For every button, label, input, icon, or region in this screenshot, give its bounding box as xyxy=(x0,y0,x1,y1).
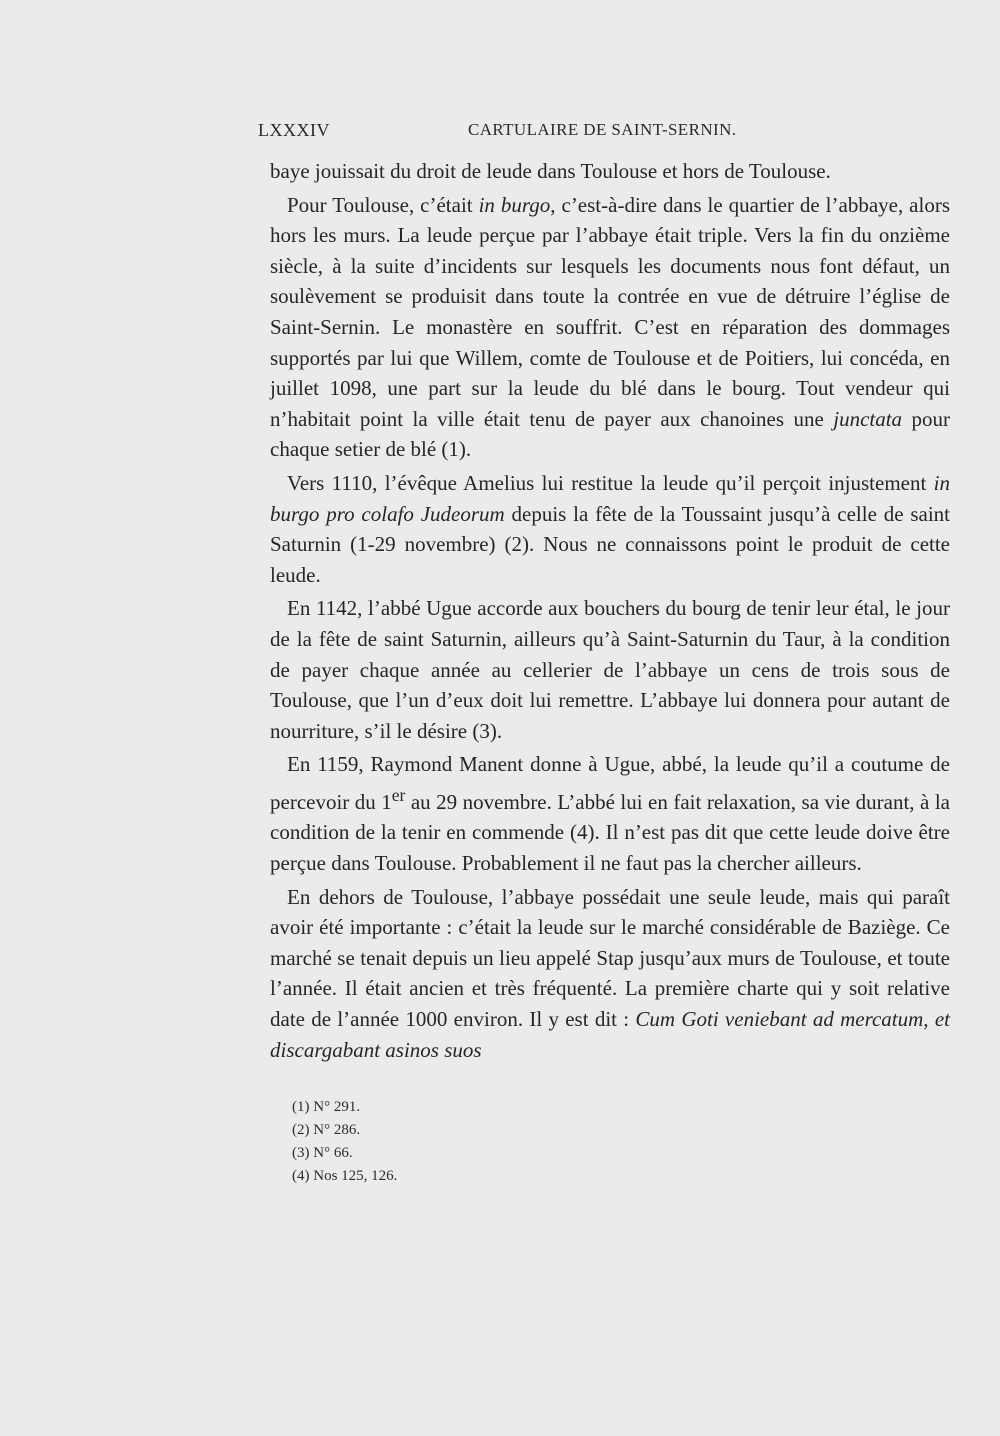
paragraph: En 1142, l’abbé Ugue accorde aux bouchers du bourg de tenir leur étal, le jour de la fête de saint Saturnin, ailleurs qu’à Saint-Saturnin du Taur, à la condition de payer chaque année au cellerier de l’abbaye un cens de trois sous de Toulouse, que l’un d’eux doit lui remettre. L’abbaye lui donnera pour autant de nourriture, s’il le désire (3). xyxy=(270,596,950,743)
page-folio: LXXXIV xyxy=(258,120,330,140)
footnote: (4) Nos 125, 126. xyxy=(292,1168,398,1184)
paragraph: baye jouissait du droit de leude dans Toulouse et hors de Toulouse. xyxy=(270,159,831,183)
paragraph: Pour Toulouse, c’était in burgo, c’est-à-dire dans le quartier de l’abbaye, alors hors les murs. La leude perçue par l’abbaye était triple. Vers la fin du onzième siècle, à la suite d’incidents sur lesquels les documents nous font défaut, un soulèvement se produisit dans toute la contrée en vue de détruire l’église de Saint-Sernin. Le monastère en souffrit. C’est en réparation des dommages supportés par lui que Willem, comte de Toulouse et de Poitiers, lui concéda, en juillet 1098, une part sur la leude du blé dans le bourg. Tout vendeur qui n’habitait point la ville était tenu de payer aux chanoines une junctata pour chaque setier de blé (1). xyxy=(270,192,950,462)
footnotes xyxy=(292,1096,692,1188)
paragraph: En dehors de Toulouse, l’abbaye possédait une seule leude, mais qui paraît avoir été importante : c’était la leude sur le marché considérable de Baziège. Ce marché se tenait depuis un lieu appelé Stap jusqu’aux murs de Toulouse, et toute l’année. Il était ancien et très fréquenté. La première charte qui y soit relative date de l’année 1000 environ. Il y est dit : Cum Goti veniebant ad mercatum, et discargabant asinos suos xyxy=(270,884,950,1062)
running-header xyxy=(258,120,948,150)
footnote: (3) N° 66. xyxy=(292,1145,353,1161)
running-title: CARTULAIRE DE SAINT-SERNIN. xyxy=(468,120,737,139)
paragraph: Vers 1110, l’évêque Amelius lui restitue la leude qu’il perçoit injustement in burgo pro colafo Judeorum depuis la fête de la Toussaint jusqu’à celle de saint Saturnin (1-29 novembre) (2). Nous ne connaissons point le produit de cette leude. xyxy=(270,470,950,587)
body-text xyxy=(270,156,950,1065)
paragraph: En 1159, Raymond Manent donne à Ugue, abbé, la leude qu’il a coutume de percevoir du 1er au 29 novembre. L’abbé lui en fait relaxation, sa vie durant, à la condition de la tenir en commende (4). Il n’est pas dit que cette leude doive être perçue dans Toulouse. Probablement il ne faut pas la chercher ailleurs. xyxy=(270,752,950,876)
footnote: (1) N° 291. xyxy=(292,1099,361,1115)
footnote: (2) N° 286. xyxy=(292,1122,361,1138)
